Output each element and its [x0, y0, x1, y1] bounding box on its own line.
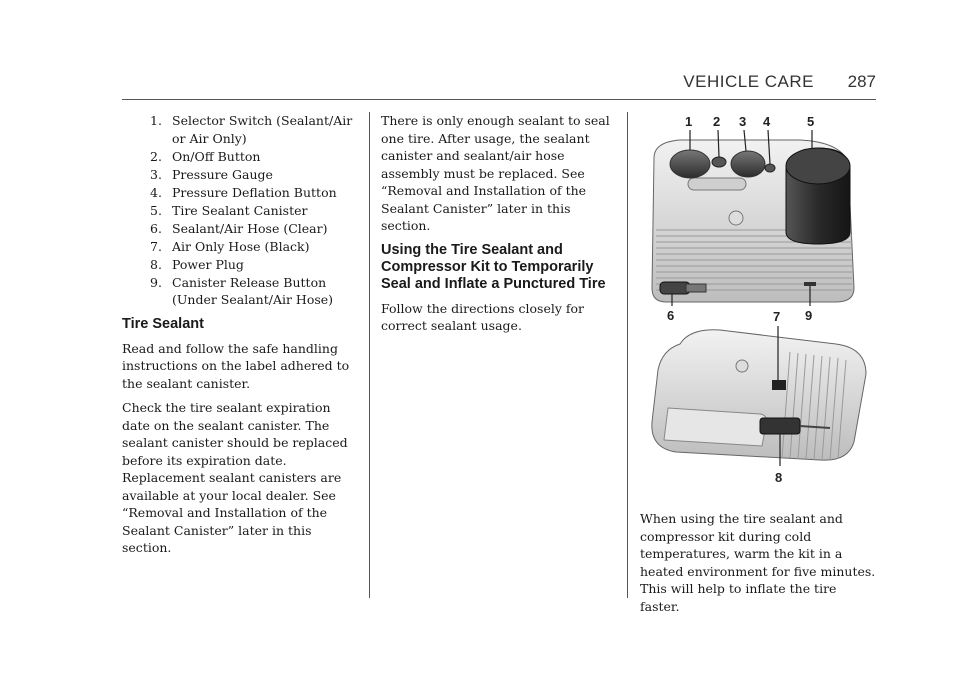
section-heading-using-kit: Using the Tire Sealant and Compressor Kit to Temporarily Seal and Inflate a Punctured Tire [381, 241, 606, 292]
legend-item: 5. Tire Sealant Canister [150, 202, 308, 218]
figure-legend [150, 112, 360, 309]
compressor-kit-drawing [640, 112, 876, 500]
figure-label-7: 7 [773, 309, 781, 324]
paragraph: There is only enough sealant to seal one tire. After usage, the sealant canister and sealant/air hose assembly must be replaced. See “Removal and Installation of the Sealant Canister” later in this section. [381, 113, 610, 233]
figure-label-4: 4 [763, 114, 771, 129]
figure-label-8: 8 [775, 470, 783, 485]
legend-item: 4. Pressure Deflation Button [150, 184, 337, 200]
column-2 [381, 112, 619, 342]
figure-label-2: 2 [713, 114, 721, 129]
figure-label-3: 3 [739, 114, 747, 129]
legend-item: 1. Selector Switch (Sealant/Air or Air Only) [150, 113, 353, 146]
section-title: VEHICLE CARE [683, 72, 814, 91]
figure-label-1: 1 [685, 114, 693, 129]
column-1 [122, 112, 360, 564]
legend-item: 9. Canister Release Button (Under Sealant/Air Hose) [150, 274, 334, 307]
compressor-kit-illustration [640, 112, 876, 500]
compressor-bottom-view [652, 309, 866, 485]
figure-label-9: 9 [805, 308, 813, 323]
column-divider-2 [627, 112, 628, 598]
legend-item: 6. Sealant/Air Hose (Clear) [150, 220, 328, 236]
compressor-top-view [652, 114, 854, 323]
paragraph: Follow the directions closely for correct sealant usage. [381, 300, 585, 333]
figure-label-5: 5 [807, 114, 815, 129]
page-number: 287 [847, 72, 876, 91]
figure-label-6: 6 [667, 308, 675, 323]
column-divider-1 [369, 112, 370, 598]
legend-item: 7. Air Only Hose (Black) [150, 238, 310, 254]
legend-item: 3. Pressure Gauge [150, 166, 273, 182]
paragraph: Check the tire sealant expiration date on the sealant canister. The sealant canister should be replaced before its expiration date. Replacement sealant canisters are available at your local dealer. See “Removal and Installation of the Sealant Canister” later in this section. [122, 400, 348, 555]
legend-item: 8. Power Plug [150, 256, 244, 272]
section-heading-tire-sealant: Tire Sealant [122, 315, 204, 332]
column-3-text [640, 510, 876, 622]
paragraph: Read and follow the safe handling instructions on the label adhered to the sealant canister. [122, 340, 350, 391]
legend-item: 2. On/Off Button [150, 148, 261, 164]
paragraph: When using the tire sealant and compressor kit during cold temperatures, warm the kit in a heated environment for five minutes. This will help to inflate the tire faster. [640, 511, 876, 614]
page-header [122, 70, 876, 100]
